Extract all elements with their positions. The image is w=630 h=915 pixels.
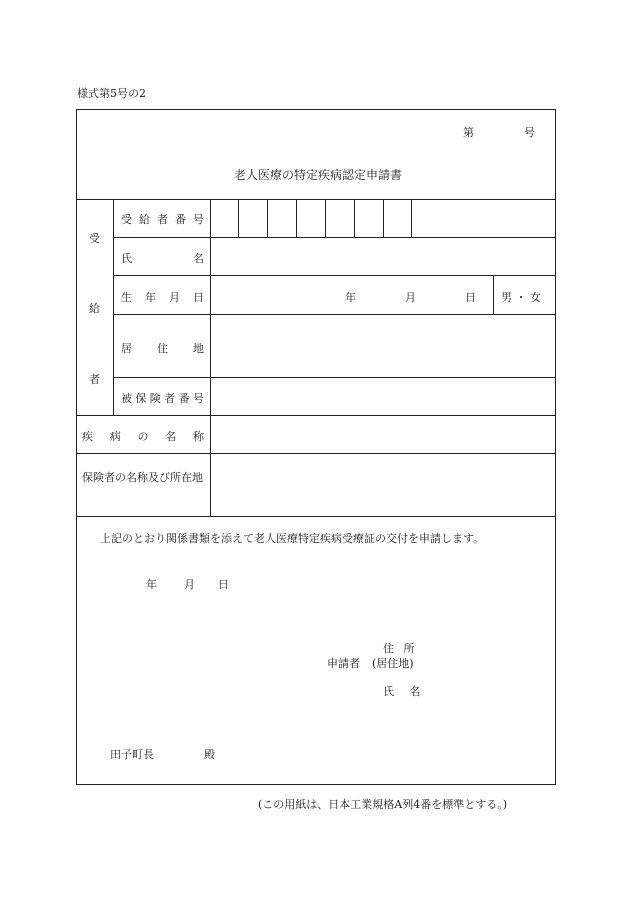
gender-option: 男 ・ 女	[501, 291, 541, 304]
date-month: 月	[184, 578, 195, 591]
number-box-divider	[238, 199, 239, 237]
addressee-name: 田子町長	[110, 748, 154, 761]
date-day: 日	[218, 578, 229, 591]
date-year: 年	[146, 578, 157, 591]
insurer-label: 保険者の名称及び所在地	[82, 471, 203, 484]
number-label-go: 号	[524, 126, 535, 139]
birth-day: 日	[465, 291, 476, 304]
divider-insurer	[76, 516, 556, 517]
divider-header	[76, 199, 556, 200]
name-label: 氏 名	[121, 252, 204, 265]
divider-label-col	[210, 199, 211, 516]
divider-group-col	[113, 199, 114, 415]
number-box-divider	[325, 199, 326, 237]
application-statement: 上記のとおり関係書類を添えて老人医療特定疾病受療証の交付を申請します。	[100, 532, 485, 545]
divider-recipient	[76, 415, 556, 416]
applicant-residence-label: (居住地)	[372, 657, 414, 670]
number-box-divider	[411, 199, 412, 237]
birth-month: 月	[405, 291, 416, 304]
form-title: 老人医療の特定疾病認定申請書	[234, 168, 403, 182]
divider-gender	[493, 275, 494, 314]
recipient-number-label: 受 給 者 番 号	[121, 213, 204, 226]
number-box-divider	[354, 199, 355, 237]
number-box-divider	[267, 199, 268, 237]
birth-label: 生 年 月 日	[121, 291, 204, 304]
group-char: 受	[89, 232, 100, 245]
divider-birth	[113, 314, 556, 315]
divider-rownum	[113, 237, 556, 238]
insured-number-label: 被 保 険 者 番 号	[121, 392, 204, 405]
number-label-dai: 第	[463, 126, 474, 139]
birth-year: 年	[345, 291, 356, 304]
number-box-divider	[296, 199, 297, 237]
applicant-label: 申請者	[327, 657, 360, 670]
addressee-honorific: 殿	[204, 748, 215, 761]
number-box-divider	[383, 199, 384, 237]
divider-address	[113, 377, 556, 378]
disease-label: 疾 病 の 名 称	[82, 430, 204, 443]
applicant-name-label: 氏 名	[383, 685, 421, 698]
divider-name	[113, 275, 556, 276]
footer-note: (この用紙は、日本工業規格A列4番を標準とする。)	[258, 798, 508, 811]
group-char: 者	[89, 373, 100, 386]
group-char: 給	[89, 302, 100, 315]
applicant-address-label: 住 所	[383, 642, 415, 655]
address-label: 居 住 地	[121, 342, 204, 355]
divider-disease	[76, 453, 556, 454]
form-number: 様式第5号の2	[77, 87, 146, 100]
